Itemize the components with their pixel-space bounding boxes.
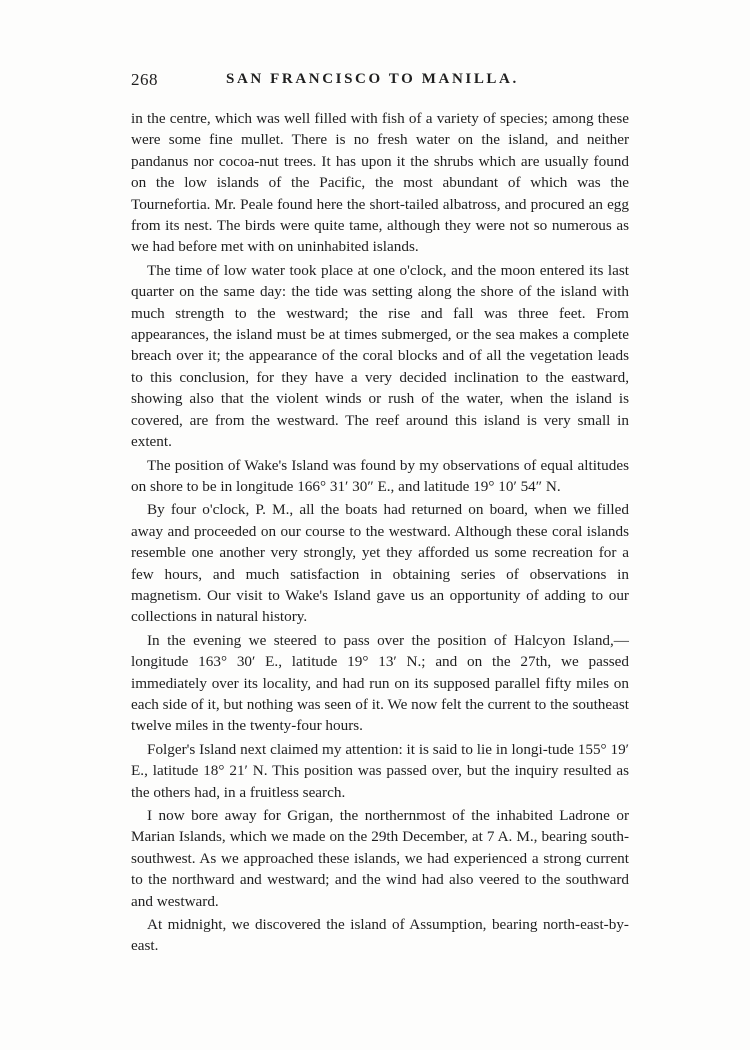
paragraph-low-water: The time of low water took place at one o'clock, and the moon entered its last quarter on the same day: the tide was setting along the shore of the island with much strength to the westward; the rise and fall was three feet. From appearances, the island must be at times submerged, or the sea makes a complete breach over it; the appearance of the coral blocks and of all the vegetation leads to this conclusion, for they have a very decided inclination to the eastward, showing also that the violent winds or rush of the water, when the island is covered, are from the westward. The reef around this island is very small in extent.: [131, 261, 629, 451]
paragraph-halcyon-island: In the evening we steered to pass over the position of Halcyon Island,—longitude 163° 30′ E., latitude 19° 13′ N.; and on the 27th, we passed immediately over its locality, and had run on its supposed parallel fifty miles on each side of it, but nothing was seen of it. We now felt the current to the southeast twelve miles in the twenty-four hours.: [131, 631, 629, 735]
body-text: [131, 108, 629, 959]
running-head: SAN FRANCISCO TO MANILLA.: [226, 71, 519, 87]
paragraph-wakes-position: The position of Wake's Island was found by my observations of equal altitudes on shore to be in longitude 166° 31′ 30″ E., and latitude 19° 10′ 54″ N.: [131, 456, 629, 495]
paragraph-continuation: in the centre, which was well filled with fish of a variety of species; among these were some fine mullet. There is no fresh water on the island, and neither pandanus nor cocoa-nut trees. It has upon it the shrubs which are usually found on the low islands of the Pacific, the most abundant of which was the Tournefortia. Mr. Peale found here the short-tailed albatross, and procured an egg from its nest. The birds were quite tame, although they were not so numerous as we had before met with on uninhabited islands.: [131, 110, 629, 256]
page-number: 268: [131, 70, 158, 89]
paragraph-grigan: I now bore away for Grigan, the northernmost of the inhabited Ladrone or Marian Islands, which we made on the 29th December, at 7 A. M., bearing south-southwest. As we approached these islands, we had experienced a strong current to the northward and westward; and the wind had also veered to the southward and westward.: [131, 807, 629, 910]
paragraph-assumption: At midnight, we discovered the island of Assumption, bearing north-east-by-east.: [131, 916, 629, 955]
paragraph-folgers-island: Folger's Island next claimed my attention: it is said to lie in longi-tude 155° 19′ E., latitude 18° 21′ N. This position was passed over, but the inquiry resulted as the others had, in a fruitless search.: [131, 740, 629, 801]
paragraph-boats-returned: By four o'clock, P. M., all the boats had returned on board, when we filled away and proceeded on our course to the westward. Although these coral islands resemble one another very strongly, yet they afforded us some recreation for a few hours, and much satisfaction in obtaining series of observations in magnetism. Our visit to Wake's Island gave us an opportunity of adding to our collections in natural history.: [131, 501, 629, 626]
page-header: [131, 70, 629, 96]
